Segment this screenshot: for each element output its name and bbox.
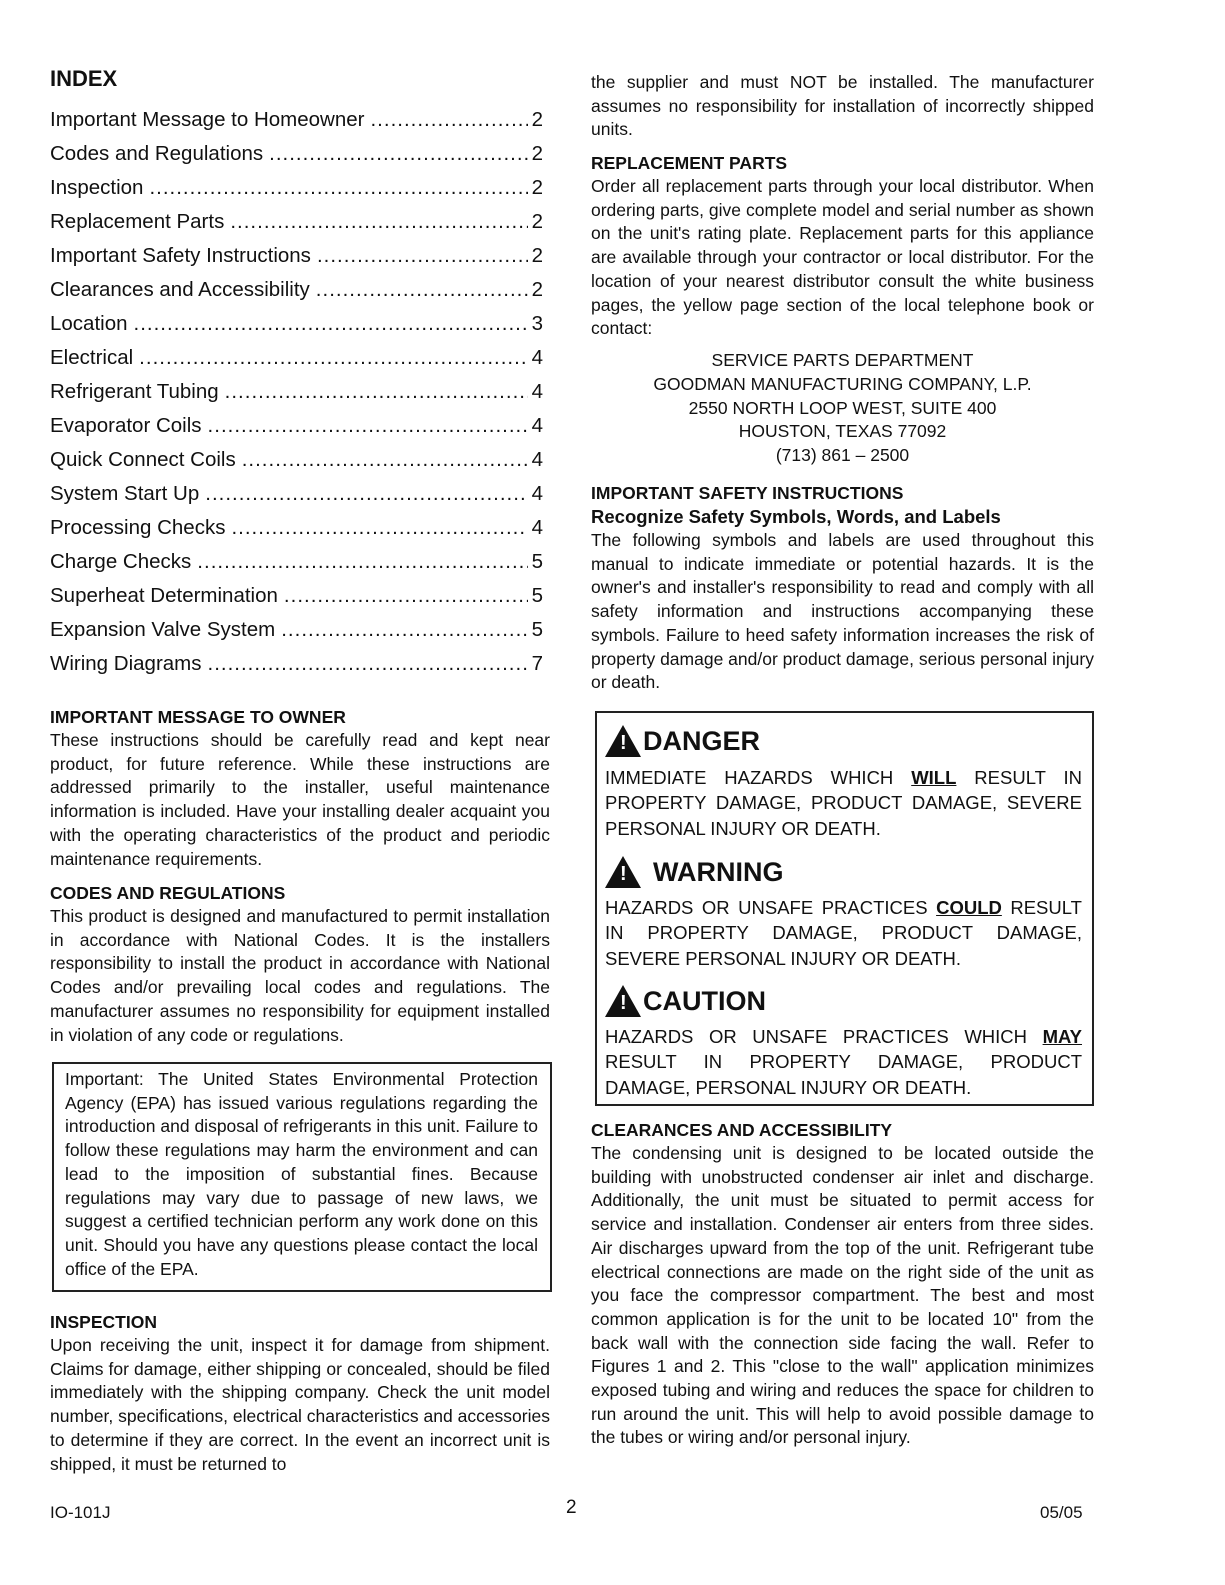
toc-dot-leader <box>281 618 527 642</box>
toc-entry-label: Quick Connect Coils <box>50 448 236 471</box>
toc-dot-leader <box>230 210 527 234</box>
toc-entry-page: 3 <box>531 312 543 335</box>
caution-text: HAZARDS OR UNSAFE PRACTICES WHICH MAY RESULT IN PROPERTY DAMAGE, PRODUCT DAMAGE, PERSONAL INJURY OR DEATH. <box>605 1026 1082 1098</box>
doc-date: 05/05 <box>1040 1503 1083 1522</box>
toc-entry-label: Clearances and Accessibility <box>50 278 310 301</box>
toc-entry <box>50 142 543 176</box>
toc-entry <box>50 516 543 550</box>
toc-entry <box>50 652 543 686</box>
replacement-section <box>591 151 1094 468</box>
clearances-section <box>591 1118 1094 1450</box>
warning-title <box>605 856 784 888</box>
safety-text: The following symbols and labels are used throughout this manual to indicate immediate or potential hazards. It is the owner's and installer's responsibility to read and comply with all safety information and instructions accompanying these symbols. Failure to heed safety information increases the risk of property damage and/or product damage, serious personal injury or death. <box>591 530 1094 693</box>
toc-entry <box>50 618 543 652</box>
toc-entry-label: Location <box>50 312 128 335</box>
toc-entry-label: Important Message to Homeowner <box>50 108 365 131</box>
toc-entry <box>50 278 543 312</box>
toc-dot-leader <box>208 414 528 438</box>
toc-entry-label: Processing Checks <box>50 516 226 539</box>
toc-entry <box>50 414 543 448</box>
toc-entry <box>50 244 543 278</box>
owner-message-section <box>50 705 550 871</box>
toc-dot-leader <box>208 652 528 676</box>
toc-dot-leader <box>316 278 528 302</box>
toc-dot-leader <box>242 448 528 472</box>
toc-dot-leader <box>197 550 527 574</box>
toc-entry-label: System Start Up <box>50 482 200 505</box>
epa-notice-box <box>52 1062 552 1292</box>
replacement-text: Order all replacement parts through your local distributor. When ordering parts, give complete model and serial number as shown on the unit's rating plate. Replacement parts for this appliance are available through your contractor or local distributor. For the location of your nearest distributor consult the white business pages, the yellow page section of the local telephone book or contact: <box>591 176 1094 339</box>
toc-dot-leader <box>149 176 527 200</box>
toc-entry-page: 4 <box>531 482 543 505</box>
toc-entry-page: 5 <box>531 618 543 641</box>
toc-entry-label: Superheat Determination <box>50 584 278 607</box>
toc-entry-page: 5 <box>531 584 543 607</box>
toc-entry-page: 2 <box>531 142 543 165</box>
toc-entry <box>50 108 543 142</box>
codes-text: This product is designed and manufactured to permit installation in accordance with National Codes. It is the installers responsibility to install the product in accordance with National Codes and/or prevailing local codes and regulations. The manufacturer assumes no responsibility for equipment installed in violation of any code or regulations. <box>50 906 550 1045</box>
toc-dot-leader <box>370 108 527 132</box>
toc-entry-page: 2 <box>531 278 543 301</box>
address-line: 2550 NORTH LOOP WEST, SUITE 400 <box>688 397 997 418</box>
danger-label: DANGER <box>643 725 761 756</box>
toc-entry-page: 4 <box>531 346 543 369</box>
safety-heading: IMPORTANT SAFETY INSTRUCTIONS <box>591 483 904 503</box>
toc-entry-page: 2 <box>531 210 543 233</box>
toc-entry-page: 4 <box>531 414 543 437</box>
danger-text: IMMEDIATE HAZARDS WHICH WILL RESULT IN PROPERTY DAMAGE, PRODUCT DAMAGE, SEVERE PERSONAL INJURY OR DEATH. <box>605 767 1082 839</box>
caution-title <box>605 985 766 1017</box>
replacement-heading: REPLACEMENT PARTS <box>591 153 788 173</box>
toc-dot-leader <box>317 244 528 268</box>
service-address <box>591 349 1094 468</box>
inspection-continued-text: the supplier and must NOT be installed. The manufacturer assumes no responsibility for installation of incorrectly shipped units. <box>591 72 1094 140</box>
inspection-section <box>50 1310 550 1476</box>
warning-triangle-icon: ! <box>605 856 641 888</box>
clearances-heading: CLEARANCES AND ACCESSIBILITY <box>591 1120 893 1140</box>
warning-text: HAZARDS OR UNSAFE PRACTICES COULD RESULT IN PROPERTY DAMAGE, PRODUCT DAMAGE, SEVERE PERSONAL INJURY OR DEATH. <box>605 897 1082 969</box>
toc-entry <box>50 176 543 210</box>
toc-entry-page: 5 <box>531 550 543 573</box>
safety-section <box>591 481 1094 695</box>
safety-subheading: Recognize Safety Symbols, Words, and Labels <box>591 506 1001 527</box>
toc-entry-page: 7 <box>531 652 543 675</box>
toc-entry <box>50 550 543 584</box>
caution-label: CAUTION <box>643 985 766 1016</box>
toc-entry <box>50 380 543 414</box>
toc-entry-page: 4 <box>531 448 543 471</box>
address-line: HOUSTON, TEXAS 77092 <box>738 421 947 442</box>
toc-dot-leader <box>231 516 527 540</box>
toc-entry-page: 4 <box>531 380 543 403</box>
address-line: SERVICE PARTS DEPARTMENT <box>711 349 974 370</box>
page-number: 2 <box>566 1497 577 1518</box>
inspection-text: Upon receiving the unit, inspect it for damage from shipment. Claims for damage, either shipping or concealed, should be filed immediately with the shipping company. Check the unit model number, specifications, electrical characteristics and accessories to determine if they are correct. In the event an incorrect unit is shipped, it must be returned to <box>50 1335 550 1474</box>
toc-dot-leader <box>139 346 527 370</box>
inspection-heading: INSPECTION <box>50 1312 157 1332</box>
warning-label: WARNING <box>653 856 784 887</box>
toc-entry-label: Charge Checks <box>50 550 192 573</box>
toc-entry-label: Important Safety Instructions <box>50 244 311 267</box>
toc-dot-leader <box>284 584 528 608</box>
epa-notice-text: Important: The United States Environmental Protection Agency (EPA) has issued various regulations regarding the introduction and disposal of refrigerants in this unit. Failure to follow these regulations may harm the environment and can lead to the imposition of substantial fines. Because regulations may vary due to passage of new laws, we suggest a certified technician perform any work done on this unit. Should you have any questions please contact the local office of the EPA. <box>65 1069 538 1279</box>
toc-dot-leader <box>225 380 528 404</box>
toc-entry <box>50 210 543 244</box>
owner-message-heading: IMPORTANT MESSAGE TO OWNER <box>50 707 346 727</box>
address-line: (713) 861 – 2500 <box>775 445 910 466</box>
danger-title <box>605 725 760 757</box>
address-line: GOODMAN MANUFACTURING COMPANY, L.P. <box>653 373 1032 394</box>
warning-triangle-icon: ! <box>605 985 641 1017</box>
table-of-contents <box>50 108 543 686</box>
index-title: INDEX <box>50 66 118 91</box>
toc-entry <box>50 312 543 346</box>
toc-entry-page: 2 <box>531 108 543 131</box>
codes-section <box>50 881 550 1047</box>
toc-dot-leader <box>205 482 527 506</box>
toc-entry-label: Expansion Valve System <box>50 618 276 641</box>
owner-message-text: These instructions should be carefully read and kept near product, for future reference. While these instructions are addressed primarily to the installer, useful maintenance information is included. Have your installing dealer acquaint you with the operating characteristics of the product and periodic maintenance requirements. <box>50 730 550 869</box>
clearances-text: The condensing unit is designed to be located outside the building with unobstructed condenser air inlet and discharge. Additionally, the unit must be situated to permit access for service and installation. Condenser air enters from three sides. Air discharges upward from the top of the unit. Refrigerant tube electrical connections are made on the right side of the unit as you face the compressor compartment. The best and most common application is for the unit to be located 10" from the back wall with the connection side facing the wall. Refer to Figures 1 and 2. This "close to the wall" application minimizes exposed tubing and wiring and reduces the space for children to run around the unit. This will help to avoid possible damage to the tubes or wiring and/or personal injury. <box>591 1143 1094 1448</box>
toc-entry-page: 2 <box>531 176 543 199</box>
toc-entry <box>50 448 543 482</box>
hazard-labels-box <box>595 711 1094 1106</box>
toc-entry <box>50 482 543 516</box>
toc-entry-page: 2 <box>531 244 543 267</box>
toc-entry-label: Inspection <box>50 176 144 199</box>
toc-entry-page: 4 <box>531 516 543 539</box>
toc-entry-label: Evaporator Coils <box>50 414 202 437</box>
toc-dot-leader <box>134 312 528 336</box>
toc-entry <box>50 584 543 618</box>
codes-heading: CODES AND REGULATIONS <box>50 883 286 903</box>
toc-entry-label: Electrical <box>50 346 134 369</box>
toc-entry-label: Replacement Parts <box>50 210 225 233</box>
toc-dot-leader <box>269 142 527 166</box>
toc-entry-label: Codes and Regulations <box>50 142 264 165</box>
toc-entry-label: Refrigerant Tubing <box>50 380 219 403</box>
toc-entry-label: Wiring Diagrams <box>50 652 202 675</box>
doc-id: IO-101J <box>50 1503 111 1522</box>
warning-triangle-icon: ! <box>605 725 641 757</box>
toc-entry <box>50 346 543 380</box>
